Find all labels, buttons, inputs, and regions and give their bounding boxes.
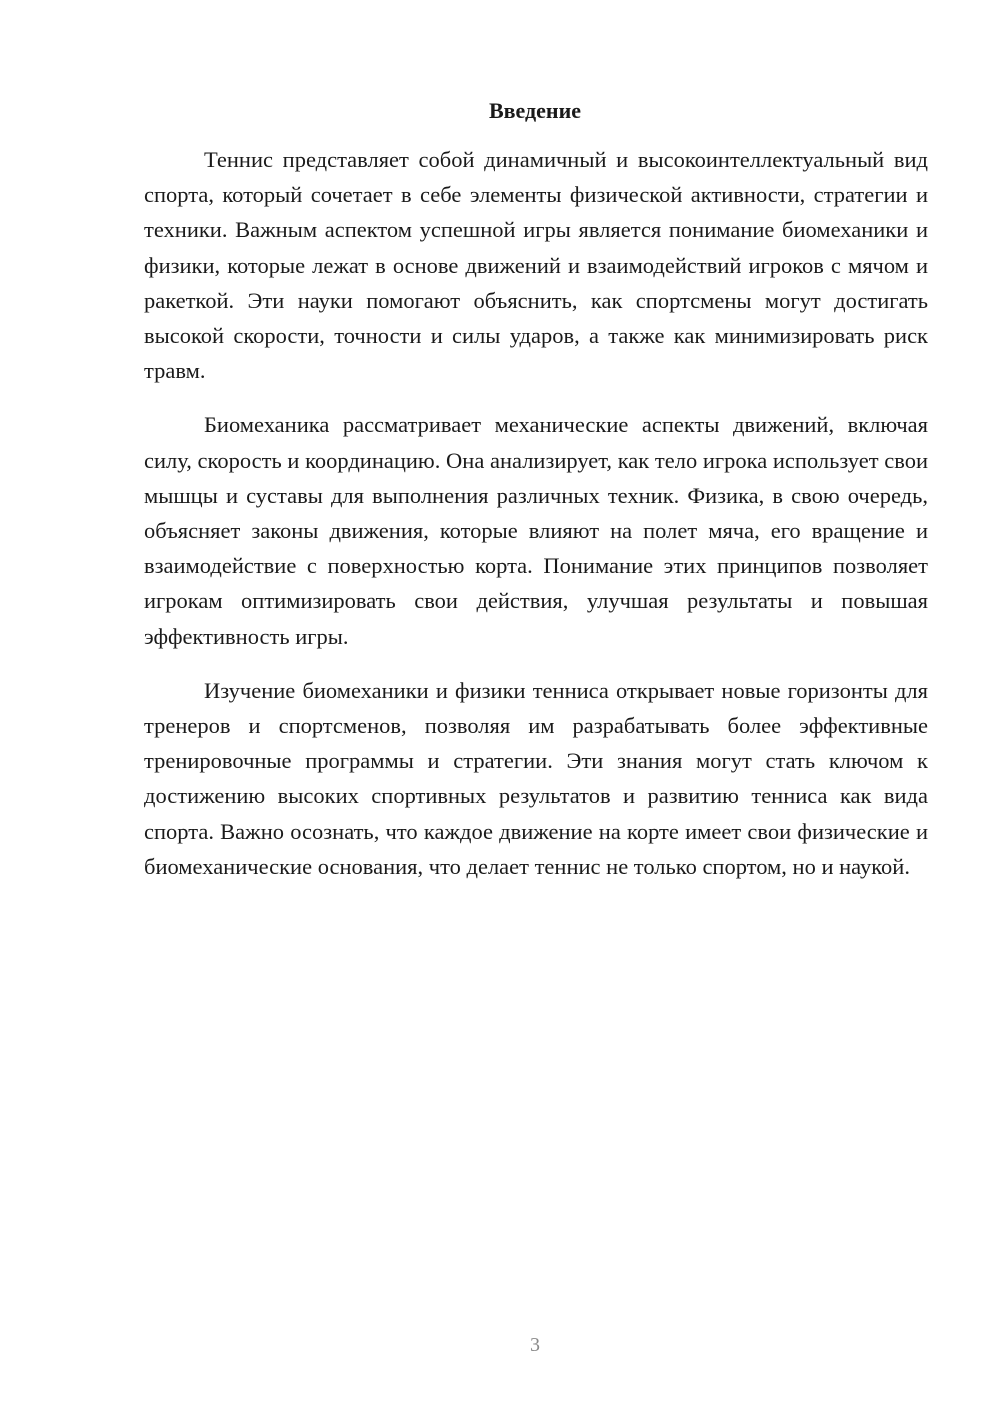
page-title: Введение <box>488 98 582 123</box>
paragraph-3: Изучение биомеханики и физики тенниса открывает новые горизонты для тренеров и спортсменов, позволяя им разрабатывать более эффективные тренировочные программы и стратегии. Эти знания могут стать ключом к достижению высоких спортивных результатов и развитию тенниса как вида спорта. Важно осознать, что каждое движение на корте имеет свои физические и биомеханические основания, что делает теннис не только спортом, но и наукой. <box>144 677 928 879</box>
paragraph-1: Теннис представляет собой динамичный и высокоинтеллектуальный вид спорта, который сочетает в себе элементы физической активности, стратегии и техники. Важным аспектом успешной игры является понимание биомеханики и физики, которые лежат в основе движений и взаимодействий игроков с мячом и ракеткой. Эти науки помогают объяснить, как спортсмены могут достигать высокой скорости, точности и силы ударов, а также как минимизировать риск травм. <box>144 147 928 384</box>
page-number: 3 <box>530 1334 540 1356</box>
paragraph-2: Биомеханика рассматривает механические аспекты движений, включая силу, скорость и координацию. Она анализирует, как тело игрока использует свои мышцы и суставы для выполнения различных техник. Физика, в свою очередь, объясняет законы движения, которые влияют на полет мяча, его вращение и взаимодействие с поверхностью корта. Понимание этих принципов позволяет игрокам оптимизировать свои действия, улучшая результаты и повышая эффективность игры. <box>144 412 928 649</box>
body-text <box>144 142 928 903</box>
